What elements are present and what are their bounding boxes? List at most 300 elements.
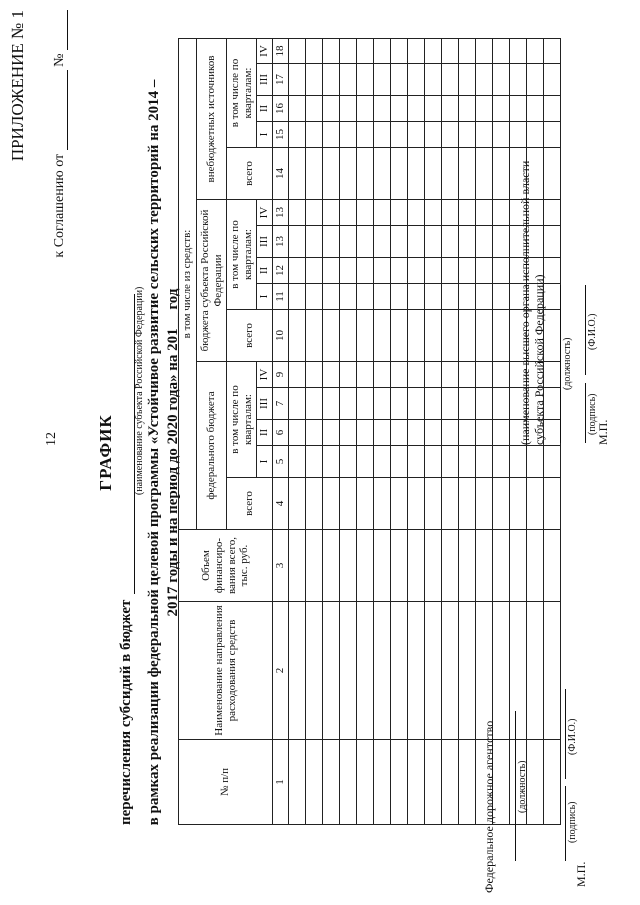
reg-q1: I	[257, 284, 273, 310]
column-number: 6	[273, 420, 289, 446]
table-cell	[408, 420, 425, 446]
agreement-number-blank	[53, 10, 68, 50]
table-cell	[476, 446, 493, 478]
table-cell	[425, 284, 442, 310]
table-cell	[323, 226, 340, 258]
table-cell	[340, 478, 357, 530]
table-cell	[323, 446, 340, 478]
table-cell	[510, 530, 527, 602]
table-cell	[408, 148, 425, 200]
table-cell	[493, 310, 510, 362]
table-cell	[374, 446, 391, 478]
header-ext-total: всего	[227, 148, 273, 200]
table-cell	[289, 602, 306, 740]
column-number: 9	[273, 362, 289, 388]
table-cell	[476, 284, 493, 310]
table-cell	[425, 122, 442, 148]
table-cell	[408, 258, 425, 284]
table-row	[340, 39, 357, 825]
table-cell	[493, 530, 510, 602]
column-number: 11	[273, 284, 289, 310]
table-cell	[493, 446, 510, 478]
table-cell	[527, 122, 544, 148]
title-line-1	[118, 294, 135, 825]
table-cell	[510, 446, 527, 478]
table-cell	[391, 420, 408, 446]
table-cell	[306, 200, 323, 226]
column-number: 5	[273, 446, 289, 478]
table-cell	[357, 200, 374, 226]
left-fio-label: (Ф.И.О.)	[567, 718, 578, 755]
table-cell	[323, 200, 340, 226]
ext-q1: I	[257, 122, 273, 148]
table-cell	[476, 96, 493, 122]
table-cell	[289, 420, 306, 446]
table-cell	[374, 226, 391, 258]
table-cell	[340, 420, 357, 446]
table-cell	[425, 258, 442, 284]
subject-note: (наименование субъекта Российской Федерации)	[134, 286, 145, 495]
table-cell	[425, 388, 442, 420]
table-cell	[425, 530, 442, 602]
table-cell	[459, 226, 476, 258]
table-cell	[493, 226, 510, 258]
table-cell	[493, 148, 510, 200]
column-number: 17	[273, 64, 289, 96]
table-cell	[374, 740, 391, 825]
ext-q2: II	[257, 96, 273, 122]
table-cell	[459, 420, 476, 446]
table-cell	[425, 200, 442, 226]
table-cell	[323, 122, 340, 148]
table-cell	[374, 64, 391, 96]
table-cell	[289, 96, 306, 122]
table-cell	[340, 122, 357, 148]
table-cell	[374, 530, 391, 602]
fed-q4: IV	[257, 362, 273, 388]
table-cell	[391, 39, 408, 64]
table-cell	[289, 258, 306, 284]
header-extra: внебюджетных источников	[197, 39, 227, 200]
table-cell	[493, 602, 510, 740]
ext-q4: IV	[257, 39, 273, 64]
table-cell	[459, 530, 476, 602]
table-cell	[442, 446, 459, 478]
table-cell	[459, 258, 476, 284]
table-cell	[306, 284, 323, 310]
table-cell	[340, 446, 357, 478]
table-cell	[391, 284, 408, 310]
table-cell	[527, 530, 544, 602]
table-cell	[442, 420, 459, 446]
table-cell	[306, 64, 323, 96]
header-fed-quarterly: в том числе по кварталам:	[227, 362, 257, 478]
table-cell	[459, 148, 476, 200]
column-number: 13	[273, 226, 289, 258]
table-row	[289, 39, 306, 825]
table-cell	[289, 148, 306, 200]
right-org-line-2: субъекта Российской Федерации)	[532, 274, 546, 445]
table-cell	[544, 64, 561, 96]
table-cell	[510, 64, 527, 96]
table-cell	[476, 310, 493, 362]
table-cell	[442, 530, 459, 602]
table-cell	[408, 122, 425, 148]
left-position-label: (должность)	[517, 760, 528, 813]
table-cell	[408, 478, 425, 530]
table-cell	[544, 200, 561, 226]
column-number: 4	[273, 478, 289, 530]
table-cell	[374, 388, 391, 420]
table-cell	[476, 148, 493, 200]
table-cell	[391, 148, 408, 200]
table-cell	[340, 388, 357, 420]
table-cell	[476, 39, 493, 64]
table-cell	[510, 96, 527, 122]
header-ext-quarterly: в том числе по кварталам:	[227, 39, 257, 148]
table-cell	[442, 310, 459, 362]
table-cell	[527, 96, 544, 122]
right-signature-label: (подпись)	[587, 393, 598, 435]
table-cell	[442, 226, 459, 258]
table-cell	[323, 530, 340, 602]
table-cell	[459, 362, 476, 388]
table-cell	[425, 39, 442, 64]
table-cell	[289, 478, 306, 530]
table-cell	[289, 64, 306, 96]
table-cell	[476, 122, 493, 148]
table-cell	[340, 226, 357, 258]
reg-q2: II	[257, 258, 273, 284]
left-fio-line	[565, 689, 566, 779]
table-cell	[493, 388, 510, 420]
table-cell	[510, 602, 527, 740]
table-cell	[493, 200, 510, 226]
right-position-line	[560, 285, 561, 443]
table-cell	[544, 478, 561, 530]
table-cell	[306, 602, 323, 740]
column-number-row	[273, 39, 289, 825]
column-number: 14	[273, 148, 289, 200]
table-cell	[374, 122, 391, 148]
table-cell	[357, 420, 374, 446]
agreement-date-blank	[53, 70, 68, 150]
table-cell	[459, 284, 476, 310]
table-cell	[289, 284, 306, 310]
table-cell	[357, 478, 374, 530]
table-cell	[357, 122, 374, 148]
table-cell	[289, 310, 306, 362]
table-cell	[476, 362, 493, 388]
left-signature-line	[565, 786, 566, 861]
table-cell	[425, 740, 442, 825]
table-cell	[459, 602, 476, 740]
table-cell	[425, 64, 442, 96]
table-cell	[323, 478, 340, 530]
table-cell	[442, 200, 459, 226]
column-number: 10	[273, 310, 289, 362]
right-position-label: (должность)	[562, 337, 573, 390]
table-cell	[391, 226, 408, 258]
table-cell	[374, 96, 391, 122]
table-cell	[323, 388, 340, 420]
agreement-prefix: к Соглашению от	[52, 153, 67, 258]
table-cell	[544, 740, 561, 825]
table-cell	[476, 226, 493, 258]
table-row	[391, 39, 408, 825]
reg-q4: IV	[257, 200, 273, 226]
table-cell	[289, 122, 306, 148]
table-cell	[442, 602, 459, 740]
table-cell	[544, 96, 561, 122]
table-cell	[323, 258, 340, 284]
header-reg-total: всего	[227, 310, 273, 362]
table-cell	[544, 226, 561, 258]
table-cell	[306, 148, 323, 200]
column-number: 7	[273, 388, 289, 420]
table-cell	[442, 96, 459, 122]
header-num: № п/п	[179, 740, 273, 825]
table-cell	[408, 96, 425, 122]
table-cell	[408, 310, 425, 362]
table-cell	[408, 226, 425, 258]
table-cell	[493, 478, 510, 530]
table-cell	[306, 39, 323, 64]
table-cell	[357, 226, 374, 258]
subsidy-schedule-table	[178, 38, 561, 825]
table-cell	[459, 39, 476, 64]
table-cell	[357, 388, 374, 420]
table-cell	[459, 96, 476, 122]
table-cell	[391, 602, 408, 740]
table-cell	[544, 148, 561, 200]
table-cell	[493, 122, 510, 148]
table-cell	[357, 740, 374, 825]
table-cell	[306, 740, 323, 825]
table-cell	[425, 96, 442, 122]
column-number: 18	[273, 39, 289, 64]
right-fio-line	[585, 285, 586, 375]
column-number: 3	[273, 530, 289, 602]
table-cell	[476, 530, 493, 602]
left-mp: М.П.	[574, 861, 588, 887]
table-cell	[289, 740, 306, 825]
document-title: ГРАФИК	[96, 414, 115, 491]
table-cell	[442, 64, 459, 96]
table-cell	[527, 39, 544, 64]
table-cell	[493, 258, 510, 284]
table-cell	[476, 258, 493, 284]
column-number: 1	[273, 740, 289, 825]
table-cell	[408, 602, 425, 740]
table-cell	[306, 258, 323, 284]
right-mp: М.П.	[596, 419, 610, 445]
table-cell	[289, 446, 306, 478]
table-cell	[357, 530, 374, 602]
table-cell	[510, 478, 527, 530]
subject-blank	[120, 294, 135, 594]
table-cell	[289, 530, 306, 602]
ext-q3: III	[257, 64, 273, 96]
table-cell	[459, 446, 476, 478]
table-cell	[306, 362, 323, 388]
table-cell	[459, 64, 476, 96]
left-org: Федеральное дорожное агентство	[482, 720, 496, 893]
table-cell	[306, 446, 323, 478]
table-cell	[323, 148, 340, 200]
table-cell	[493, 96, 510, 122]
table-cell	[493, 420, 510, 446]
table-cell	[323, 602, 340, 740]
table-cell	[391, 122, 408, 148]
table-cell	[340, 96, 357, 122]
table-cell	[323, 39, 340, 64]
table-cell	[408, 530, 425, 602]
table-cell	[357, 362, 374, 388]
table-cell	[340, 284, 357, 310]
table-cell	[357, 39, 374, 64]
table-cell	[357, 258, 374, 284]
table-cell	[442, 388, 459, 420]
table-cell	[493, 64, 510, 96]
table-row	[442, 39, 459, 825]
table-cell	[306, 420, 323, 446]
table-cell	[323, 64, 340, 96]
table-cell	[408, 284, 425, 310]
table-cell	[340, 602, 357, 740]
table-cell	[544, 122, 561, 148]
table-cell	[374, 148, 391, 200]
table-row	[459, 39, 476, 825]
table-cell	[340, 148, 357, 200]
appendix-heading: ПРИЛОЖЕНИЕ № 1	[8, 10, 27, 162]
header-regional: бюджета субъекта Российской Федерации	[197, 200, 227, 362]
table-cell	[476, 64, 493, 96]
table-cell	[306, 310, 323, 362]
table-cell	[459, 388, 476, 420]
title-line-3: 2017 годы и на период до 2020 года» на 201__ год	[165, 288, 181, 617]
column-number: 15	[273, 122, 289, 148]
table-cell	[357, 148, 374, 200]
table-row	[306, 39, 323, 825]
title-line-2: в рамках реализации федеральной целевой программы «Устойчивое развитие сельских территорий на 2014 –	[146, 79, 162, 826]
fed-q3: III	[257, 388, 273, 420]
table-cell	[323, 310, 340, 362]
agreement-reference	[52, 10, 68, 258]
table-cell	[408, 64, 425, 96]
table-row	[323, 39, 340, 825]
table-cell	[408, 362, 425, 388]
table-cell	[544, 446, 561, 478]
table-cell	[323, 362, 340, 388]
table-cell	[374, 478, 391, 530]
table-cell	[323, 284, 340, 310]
reg-q3: III	[257, 226, 273, 258]
table-cell	[476, 388, 493, 420]
table-cell	[425, 148, 442, 200]
table-cell	[493, 39, 510, 64]
table-row	[357, 39, 374, 825]
table-cell	[340, 64, 357, 96]
table-cell	[425, 420, 442, 446]
column-number: 16	[273, 96, 289, 122]
table-cell	[527, 740, 544, 825]
table-cell	[323, 740, 340, 825]
table-cell	[357, 446, 374, 478]
table-cell	[493, 284, 510, 310]
table-cell	[391, 362, 408, 388]
table-cell	[357, 64, 374, 96]
table-cell	[527, 64, 544, 96]
table-cell	[442, 362, 459, 388]
table-cell	[306, 122, 323, 148]
table-cell	[340, 740, 357, 825]
table-cell	[510, 122, 527, 148]
table-cell	[476, 602, 493, 740]
table-cell	[391, 446, 408, 478]
table-cell	[391, 258, 408, 284]
table-cell	[306, 388, 323, 420]
table-row	[476, 39, 493, 825]
table-cell	[459, 200, 476, 226]
table-cell	[289, 200, 306, 226]
table-row	[408, 39, 425, 825]
table-cell	[544, 39, 561, 64]
table-cell	[408, 39, 425, 64]
table-cell	[527, 602, 544, 740]
table-cell	[289, 226, 306, 258]
column-number: 2	[273, 602, 289, 740]
table-cell	[391, 64, 408, 96]
table-cell	[374, 420, 391, 446]
table-cell	[391, 740, 408, 825]
header-name: Наименование направления расходования средств	[179, 602, 273, 740]
table-cell	[340, 258, 357, 284]
left-signature-label: (подпись)	[567, 801, 578, 843]
header-including: в том числе из средств:	[179, 39, 197, 530]
table-row	[425, 39, 442, 825]
table-cell	[391, 478, 408, 530]
table-cell	[289, 39, 306, 64]
header-fed-total: всего	[227, 478, 273, 530]
table-cell	[374, 258, 391, 284]
left-position-line	[515, 711, 516, 861]
table-cell	[374, 200, 391, 226]
table-cell	[323, 420, 340, 446]
table-cell	[340, 530, 357, 602]
header-federal: федерального бюджета	[197, 362, 227, 530]
table-row	[374, 39, 391, 825]
table-cell	[459, 122, 476, 148]
table-cell	[357, 284, 374, 310]
table-cell	[391, 530, 408, 602]
column-number: 12	[273, 258, 289, 284]
table-cell	[510, 39, 527, 64]
table-cell	[306, 226, 323, 258]
table-cell	[442, 122, 459, 148]
table-cell	[357, 96, 374, 122]
table-cell	[306, 478, 323, 530]
table-cell	[374, 39, 391, 64]
table-cell	[391, 96, 408, 122]
table-cell	[323, 96, 340, 122]
table-cell	[340, 362, 357, 388]
table-cell	[289, 388, 306, 420]
table-cell	[391, 310, 408, 362]
table-cell	[374, 310, 391, 362]
header-volume: Объем финансиро-вания всего, тыс. руб.	[179, 530, 273, 602]
table-cell	[340, 310, 357, 362]
